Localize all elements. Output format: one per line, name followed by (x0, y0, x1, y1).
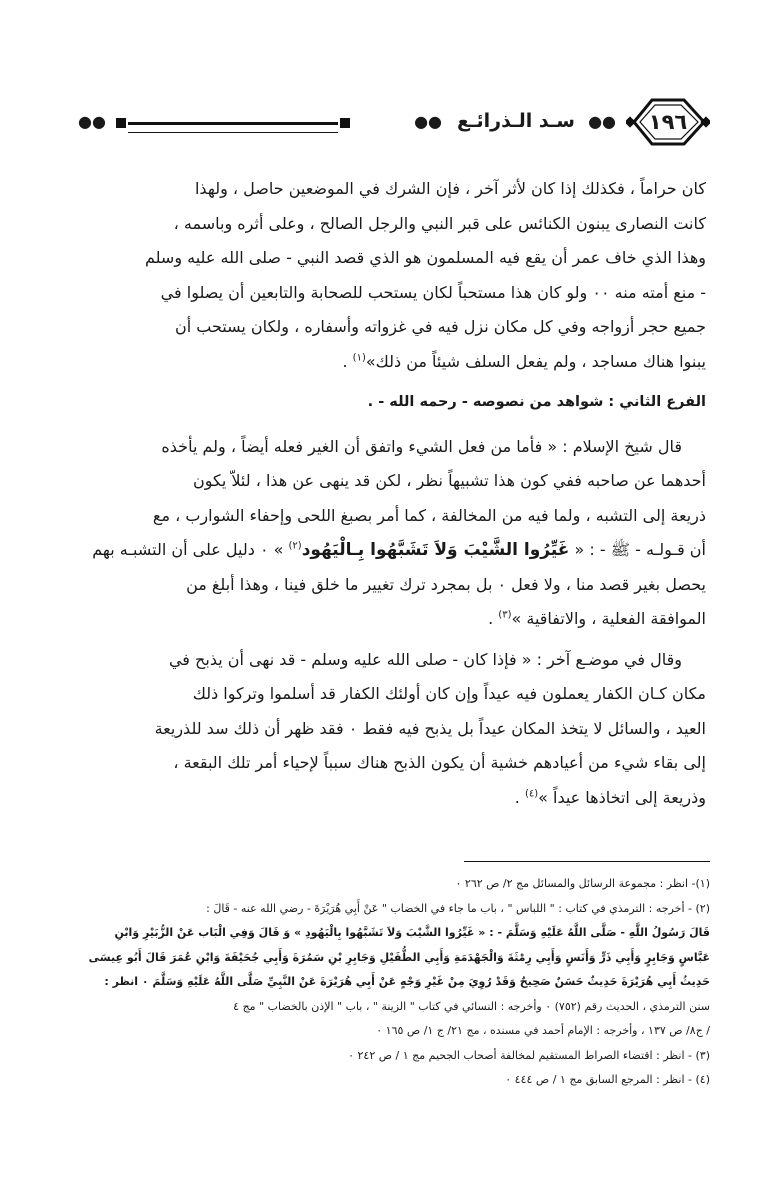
text-line: العيد ، والسائل لا يتخذ المكان عيداً بل يذبح فيه فقط ٠ فقد ظهر أن ذلك سد للذريعة (154, 718, 706, 738)
text-line: يحصل بغير قصد منا ، ولا فعل ٠ بل بمجرد ترك تغيير ما خلق فينا ، وهذا أبلغ من (186, 574, 706, 594)
footnote: (١)- انظر : مجموعة الرسائل والمسائل مج ٢/ ص ٢٦٢ ٠ (455, 877, 710, 890)
footnote-line: سنن الترمذي ، الحديث رقم (٧٥٢) ٠ وأخرجه : النسائي في كتاب " الزينة " ، باب " الإذن بالخضاب " مج ٤ (233, 999, 710, 1013)
footnote-line: قَالَ رَسُولُ اللَّهِ - صَلَّى اللَّهُ عَلَيْهِ وَسَلَّمَ - : « غَيِّرُوا الشَّيْبَ وَلاَ تَشَبَّهُوا بِالْيَهُودِ » وَ قَالَ وَفِي الْبَاب عَنْ الزُّبَيْرِ وَابْنِ (114, 926, 710, 939)
text-span: . (488, 609, 499, 628)
running-title: سـد الـذرائـع (457, 110, 575, 132)
footnote: (٣) - انظر : اقتضاء الصراط المستقيم لمخالفة أصحاب الجحيم مج ١ / ص ٢٤٢ ٠ (348, 1048, 710, 1062)
text-line: وقال في موضـع آخر : « فإذا كان - صلى الله عليه وسلم - قد نهى أن يذبح في (168, 649, 682, 669)
footnote: (٢) - أخرجه : الترمذي في كتاب : " اللباس " ، باب ما جاء في الخضاب " عَنْ أَبِي هُرَيْرَةَ - رضي الله عنه - قَالَ : (206, 901, 710, 915)
text-line (70, 781, 706, 816)
text-line: أحدهما عن صاحبه ففي كون هذا تشبيهاً نظر ، لكن قد ينهى عن هذا ، لئلاّ يكون (192, 471, 706, 490)
page-number: ١٩٦ (648, 110, 688, 134)
text-line: إلى بقاء شيء من أعيادهم خشية أن يكون الذبح هناك سبباً لإحياء أمر تلك البقعة ، (173, 753, 706, 772)
text-span: . (342, 351, 353, 371)
text-span: . (514, 787, 525, 807)
text-line (70, 345, 706, 380)
text-span: يبنوا هناك مساجد ، ولم يفعل السلف شيئاً من ذلك» (365, 351, 706, 371)
text-line (70, 533, 706, 568)
footnote-ref: (١) (352, 352, 366, 364)
text-span: أن قـولـه - ﷺ - : « (569, 540, 706, 559)
footnote: (٤) - انظر : المرجع السابق مج ١ / ص ٤٤٤ ٠ (505, 1073, 710, 1086)
header-rule-end (116, 118, 126, 128)
text-span: » ٠ دليل على أن التشبـه بهم (92, 540, 289, 559)
text-span: الموافقة الفعلية ، والاتفاقية » (511, 609, 706, 628)
header-ornament-dots: ●● (78, 112, 106, 131)
section-heading: الفرع الثاني : شواهد من نصوصه - رحمه الله - . (367, 394, 706, 410)
footnote-ref: (٤) (524, 788, 539, 800)
text-line: ذريعة إلى التشبه ، ولما فيه من المخالفة ، كما أمر بصبغ اللحى وإحفاء الشوارب ، مع (152, 505, 706, 525)
text-span: وذريعة إلى اتخاذها عيداً » (538, 787, 706, 807)
hadith-quote: غَيِّرُوا الشَّيْبَ وَلاَ تَشَبَّهُوا بِـالْيَهُود (301, 540, 570, 560)
text-line: كانت النصارى يبنون الكنائس على قبر النبي والرجل الصالح ، وعلى أثره وباسمه ، (173, 213, 706, 233)
main-text (70, 172, 706, 815)
text-line: جميع حجر أزواجه وفي كل مكان نزل فيه في غزواته وأسفاره ، ولكان يستحب أن (174, 317, 706, 336)
footnote-line: عَبَّاسٍ وَجَابِرٍ وَأَبِي ذَرٍّ وَأَنَسٍ وَأَبِي رِمْثَةَ وَالْجَهْدَمَةِ وَأَبِي الطُّفَيْلِ وَجَابِرِ بْنِ سَمُرَةَ وَأَبِي جُحَيْفَةَ وَابْنِ عُمَرَ قَالَ أَبُو عِيسَى (88, 950, 710, 964)
footnote-ref: (٣) (498, 609, 512, 621)
text-line: قال شيخ الإسلام : « فأما من فعل الشيء واتفق أن الغير فعله أيضاً ، ولم يأخذه (161, 436, 682, 456)
footnote-ref: (٢) (288, 540, 302, 552)
text-line (70, 602, 706, 637)
text-line: - منع أمته منه ٠٠ ولو كان هذا مستحباً لكان يستحب للصحابة والتابعين أن يصلوا في (160, 282, 706, 302)
header-ornament-dots: ●● (588, 112, 616, 131)
header-ornament-dots: ●● (414, 112, 442, 131)
footnote-divider (464, 861, 710, 862)
footnote-line: حَدِيثُ أَبِي هُرَيْرَةَ حَدِيثٌ حَسَنٌ صَحِيحٌ وَقَدْ رُوِيَ مِنْ غَيْرِ وَجْهٍ عَنْ أَبِي هُرَيْرَةَ عَنْ النَّبِيِّ صَلَّى اللَّهُ عَلَيْهِ وَسَلَّمَ ٠ انظر : (104, 975, 710, 988)
text-line: وهذا الذي خاف عمر أن يقع فيه المسلمون هو الذي قصد النبي - صلى الله عليه وسلم (144, 248, 706, 267)
footnotes (70, 872, 710, 1093)
text-line: كان حراماً ، فكذلك إذا كان لأثر آخر ، فإن الشرك في الموضعين حاصل ، ولهذا (194, 179, 706, 198)
header-rule (128, 122, 338, 133)
header-rule-end (340, 118, 350, 128)
footnote-line: / ج٨/ ص ١٣٧ ، وأخرجه : الإمام أحمد في مسنده ، مج ٢١/ ج ١/ ص ١٦٥ ٠ (376, 1024, 710, 1037)
text-line: مكان كـان الكفار يعملون فيه عيداً وإن كان أولئك الكفار قد أسلموا وتركوا ذلك (192, 684, 706, 703)
page-header (70, 96, 710, 154)
